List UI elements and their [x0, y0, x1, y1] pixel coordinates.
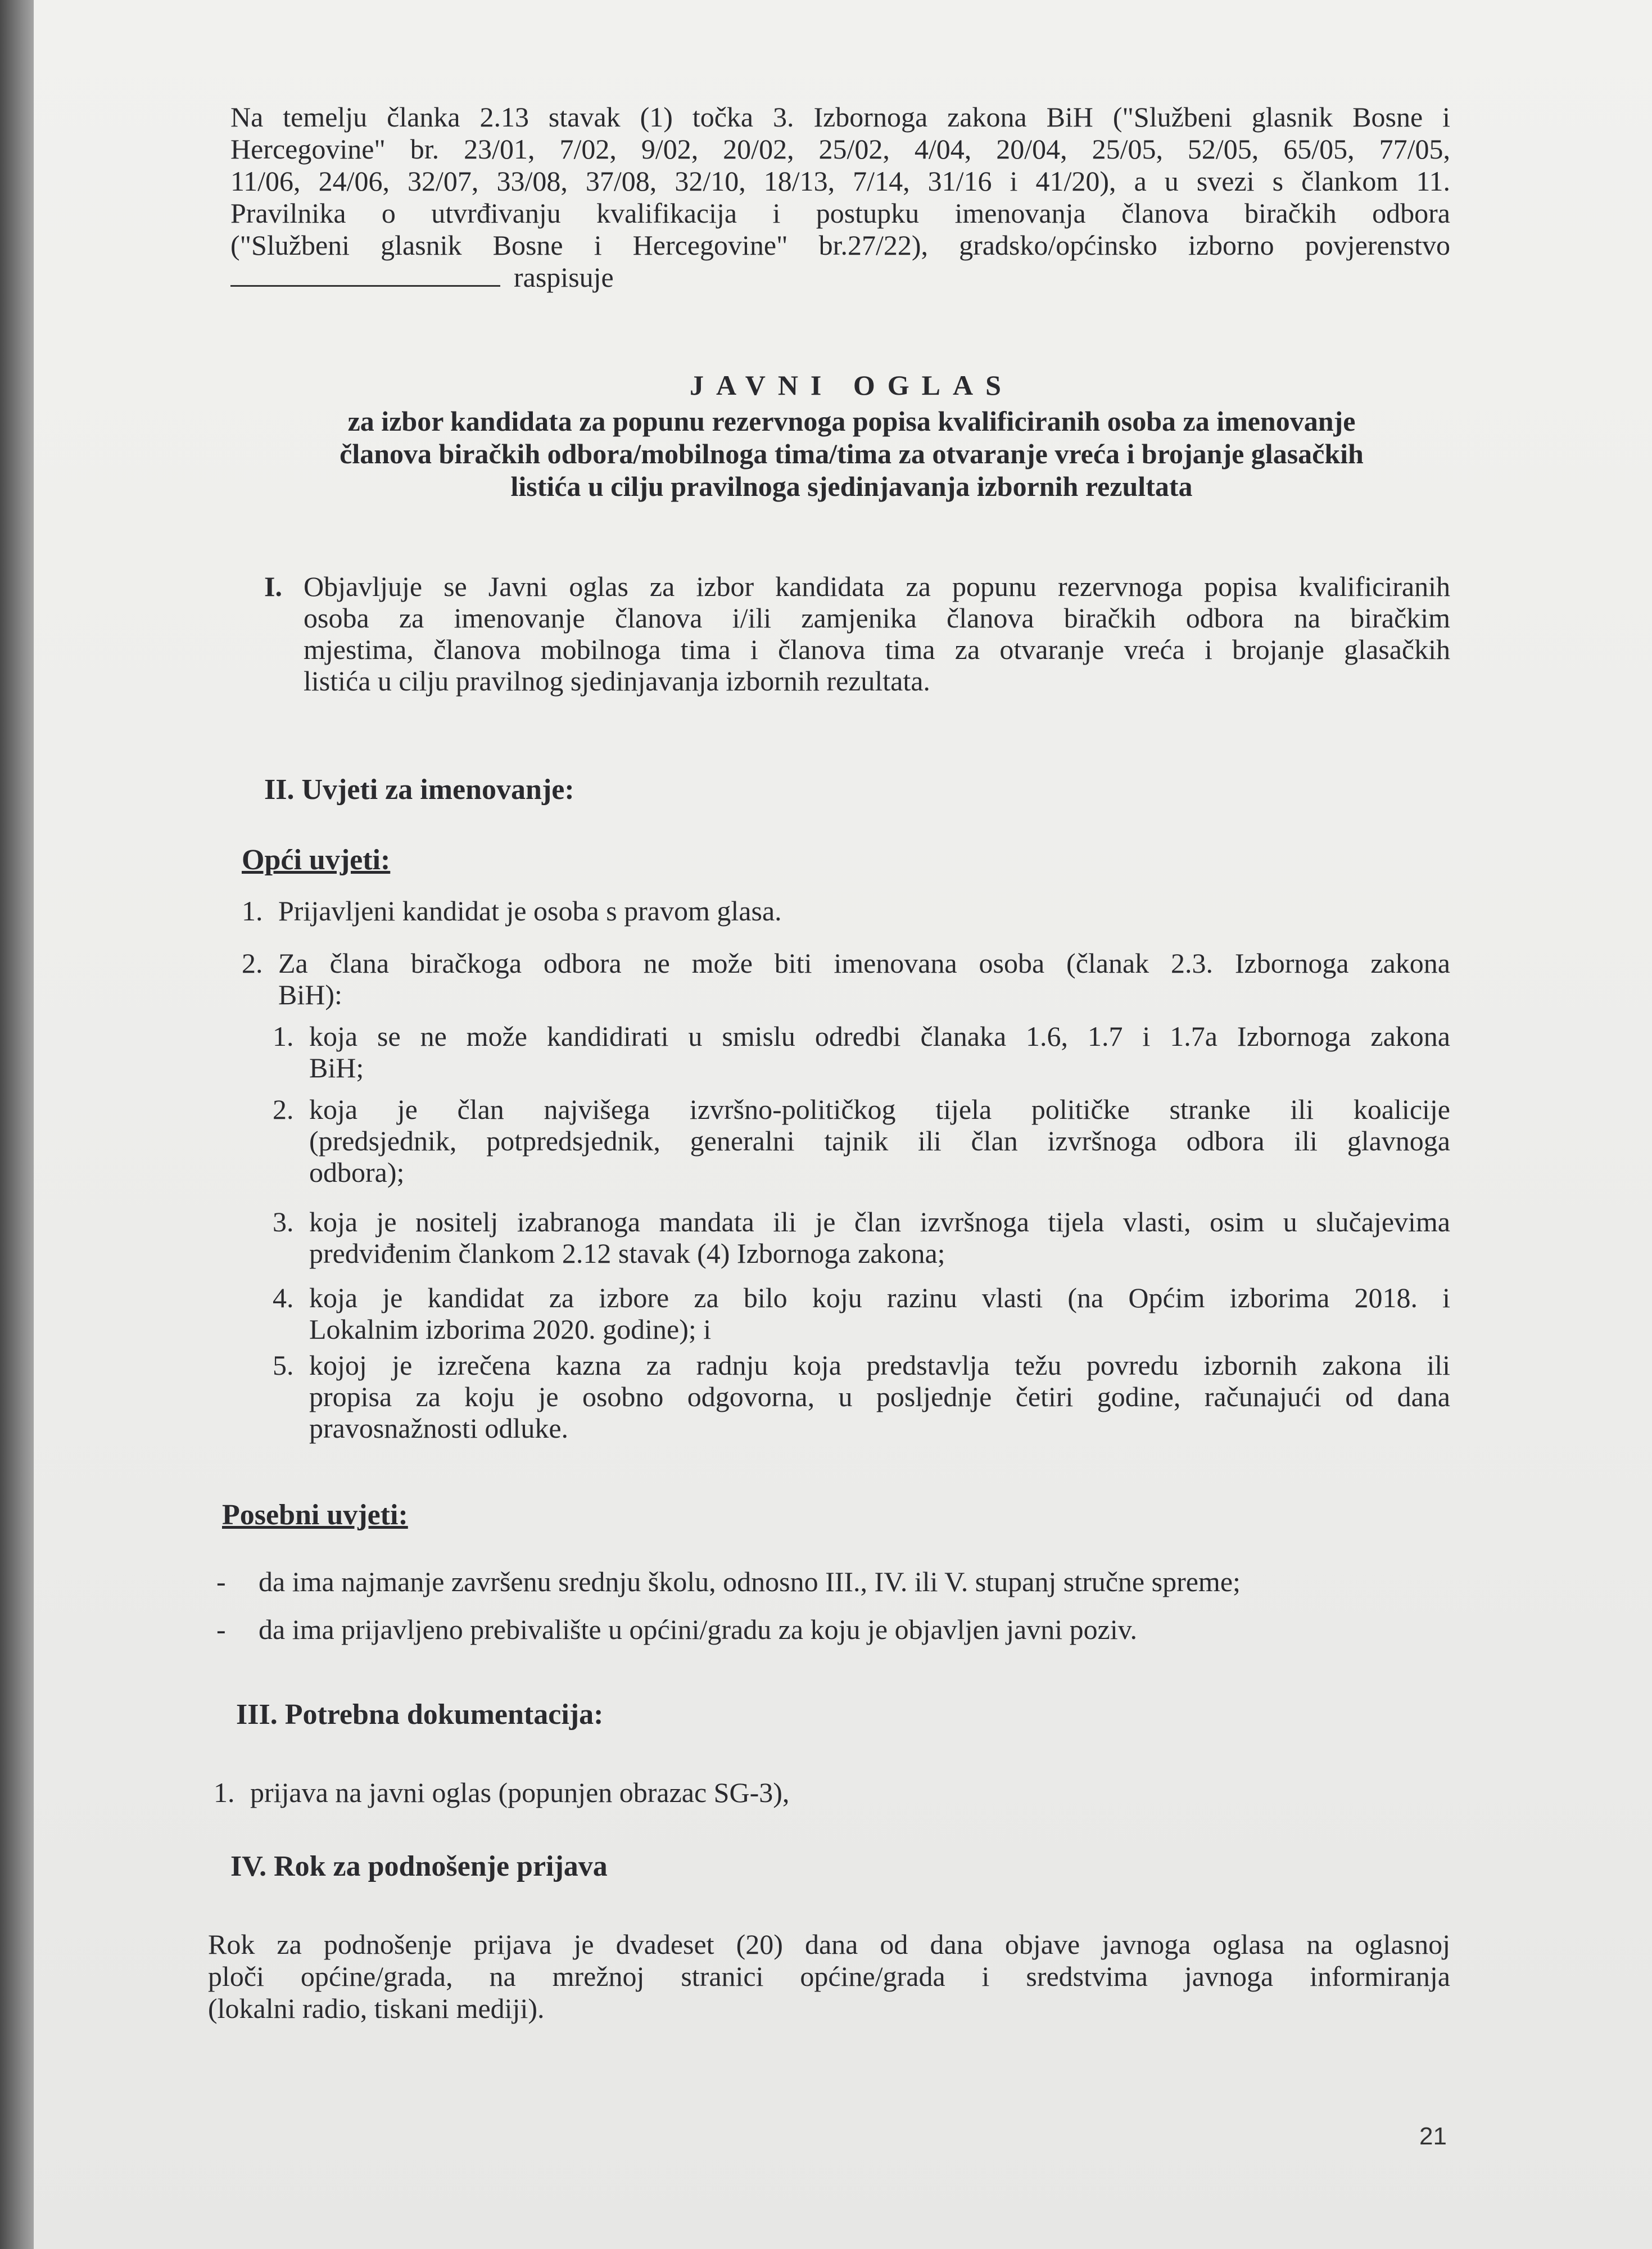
section-4-line: Rok za podnošenje prijava je dvadeset (20) dana od dana objave javnoga oglasa na oglasnoj	[208, 1929, 1450, 1960]
section-1-number: I.	[264, 571, 282, 602]
document-page	[34, 0, 1652, 2249]
sub-item-line: Lokalnim izborima 2020. godine); i	[309, 1313, 712, 1345]
document-title: JAVNI OGLAS	[690, 369, 1013, 401]
sub-item-number: 3.	[273, 1206, 294, 1238]
general-item-number: 2.	[242, 947, 263, 979]
sub-item-text	[309, 1206, 1450, 1269]
intro-line: Hercegovine" br. 23/01, 7/02, 9/02, 20/02, 25/02, 4/04, 20/04, 25/05, 52/05, 65/05, 77/05,	[230, 133, 1450, 165]
sub-item-number: 2.	[273, 1094, 294, 1125]
section-3-heading: III. Potrebna dokumentacija:	[236, 1699, 604, 1731]
section-1-line: mjestima, članova mobilnoga tima i članova tima za otvaranje vreća i brojanje glasačkih	[304, 634, 1450, 665]
intro-line: 11/06, 24/06, 32/07, 33/08, 37/08, 32/10, 18/13, 7/14, 31/16 i 41/20), a u svezi s člankom 11.	[230, 165, 1450, 197]
sub-item-line: BiH;	[309, 1052, 364, 1083]
general-item-line: BiH):	[278, 979, 342, 1010]
section-4-paragraph	[208, 1929, 1450, 2025]
document-subtitle	[242, 405, 1461, 503]
sub-item-line: koja je nositelj izabranoga mandata ili je član izvršnoga tijela vlasti, osim u slučajevima	[309, 1206, 1450, 1238]
sub-item-text	[309, 1094, 1450, 1188]
intro-last-line	[230, 261, 1450, 293]
special-item-text: da ima prijavljeno prebivalište u općini/gradu za koju je objavljen javni poziv.	[259, 1614, 1137, 1645]
section-1-line: listića u cilju pravilnog sjedinjavanja izbornih rezultata.	[304, 665, 930, 697]
sub-item-line: odbora);	[309, 1157, 405, 1188]
intro-line: Na temelju članka 2.13 stavak (1) točka 3. Izbornoga zakona BiH ("Službeni glasnik Bosne i	[230, 101, 1450, 133]
sub-item-number: 5.	[273, 1349, 294, 1381]
blank-fill-line	[230, 263, 500, 287]
sub-item-text	[309, 1282, 1450, 1345]
sub-item-line: propisa za koju je osobno odgovorna, u posljednje četiri godine, računajući od dana	[309, 1381, 1450, 1412]
documentation-item-number: 1.	[214, 1777, 235, 1808]
intro-line: ("Službeni glasnik Bosne i Hercegovine" br.27/22), gradsko/općinsko izborno povjerenstvo	[230, 229, 1450, 261]
subtitle-line: za izbor kandidata za popunu rezervnoga popisa kvalificiranih osoba za imenovanje	[347, 405, 1356, 437]
sub-item-line: koja je kandidat za izbore za bilo koju razinu vlasti (na Općim izborima 2018. i	[309, 1282, 1450, 1313]
section-1-line: osoba za imenovanje članova i/ili zamjenika članova biračkih odbora na biračkim	[304, 602, 1450, 634]
general-item-text	[278, 895, 1450, 927]
page-number: 21	[1419, 2122, 1447, 2150]
document-content	[34, 0, 1652, 2249]
sub-item-number: 4.	[273, 1282, 294, 1313]
intro-line: Pravilnika o utvrđivanju kvalifikacija i postupku imenovanja članova biračkih odbora	[230, 197, 1450, 229]
sub-item-text	[309, 1020, 1450, 1083]
sub-item-line: (predsjednik, potpredsjednik, generalni tajnik ili član izvršnoga odbora ili glavnoga	[309, 1125, 1450, 1157]
sub-item-line: koja se ne može kandidirati u smislu odredbi članaka 1.6, 1.7 i 1.7a Izbornoga zakona	[309, 1020, 1450, 1052]
section-4-line: ploči općine/grada, na mrežnoj stranici općine/grada i sredstvima javnoga informiranja	[208, 1961, 1450, 1992]
section-4-heading: IV. Rok za podnošenje prijava	[230, 1850, 608, 1882]
general-conditions-heading: Opći uvjeti:	[242, 844, 391, 876]
dash-bullet: -	[216, 1614, 226, 1645]
documentation-item-text: prijava na javni oglas (popunjen obrazac SG-3),	[250, 1777, 790, 1808]
general-item-line: Prijavljeni kandidat je osoba s pravom glasa.	[278, 895, 782, 927]
special-item-text: da ima najmanje završenu srednju školu, odnosno III., IV. ili V. stupanj stručne spreme;	[259, 1566, 1241, 1597]
sub-item-number: 1.	[273, 1020, 294, 1052]
section-1-line: Objavljuje se Javni oglas za izbor kandidata za popunu rezervnoga popisa kvalificiranih	[304, 571, 1450, 602]
subtitle-line: članova biračkih odbora/mobilnoga tima/tima za otvaranje vreća i brojanje glasačkih	[340, 438, 1364, 469]
general-item-text	[278, 947, 1450, 1010]
intro-raspisuje: raspisuje	[514, 261, 614, 293]
intro-paragraph	[230, 101, 1450, 293]
section-2-heading: II. Uvjeti za imenovanje:	[264, 774, 574, 806]
sub-item-line: predviđenim člankom 2.12 stavak (4) Izbornoga zakona;	[309, 1238, 945, 1269]
general-item-number: 1.	[242, 895, 263, 927]
sub-item-line: pravosnažnosti odluke.	[309, 1412, 569, 1444]
section-4-line: (lokalni radio, tiskani mediji).	[208, 1993, 545, 2024]
sub-item-line: kojoj je izrečena kazna za radnju koja predstavlja težu povredu izbornih zakona ili	[309, 1349, 1450, 1381]
subtitle-line: listića u cilju pravilnoga sjedinjavanja izbornih rezultata	[510, 471, 1193, 502]
sub-item-text	[309, 1349, 1450, 1444]
special-conditions-heading: Posebni uvjeti:	[222, 1499, 408, 1531]
section-1-text	[304, 571, 1450, 697]
dash-bullet: -	[216, 1566, 226, 1597]
sub-item-line: koja je član najvišega izvršno-političkog tijela političke stranke ili koalicije	[309, 1094, 1450, 1125]
general-item-line: Za člana biračkoga odbora ne može biti imenovana osoba (članak 2.3. Izbornoga zakona	[278, 947, 1450, 979]
